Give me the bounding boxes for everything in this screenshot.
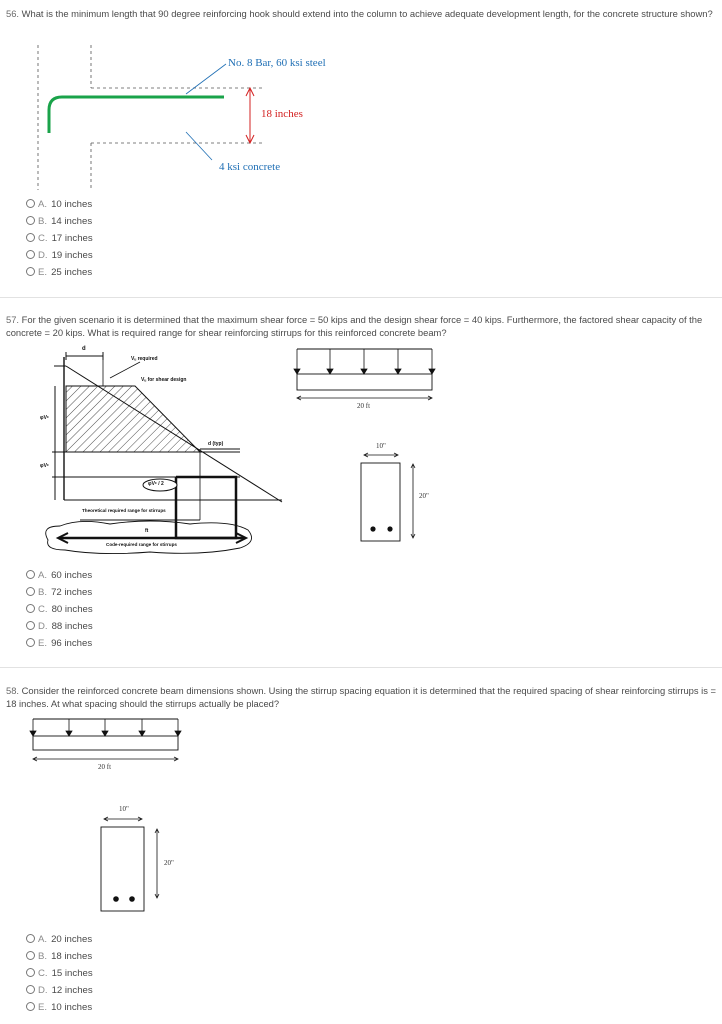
q56-option-b[interactable]: B. 14 inches <box>26 215 92 228</box>
depth-label: 20" <box>419 492 429 500</box>
radio-button[interactable] <box>26 1002 35 1011</box>
q58-option-a[interactable]: A. 20 inches <box>26 933 92 946</box>
phi-vc-half-label: φVᶜ / 2 <box>148 481 164 487</box>
question-prompt: What is the minimum length that 90 degree reinforcing hook should extend into the column to achieve adequate development length, for the concrete structure shown? <box>21 8 713 19</box>
concrete-label: 4 ksi concrete <box>219 161 281 173</box>
ft-label: ft <box>145 528 149 534</box>
question-prompt: Consider the reinforced concrete beam dimensions shown. Using the stirrup spacing equation it is determined that the required spacing of shear reinforcing stirrups is = 18 inches. At what spacing should the stirrups actually be placed? <box>6 685 717 709</box>
depth-label: 20" <box>164 859 174 867</box>
beam-body <box>33 736 178 750</box>
radio-button[interactable] <box>26 951 35 960</box>
vu-required-label: Vᵤ required <box>131 356 158 362</box>
vu-design-label: Vᵤ for shear design <box>141 377 187 383</box>
radio-button[interactable] <box>26 985 35 994</box>
q58-option-d[interactable]: D. 12 inches <box>26 984 93 997</box>
q57-option-d[interactable]: D. 88 inches <box>26 620 93 633</box>
bar-label: No. 8 Bar, 60 ksi steel <box>228 57 326 69</box>
rebar-2 <box>129 896 135 902</box>
phi-vc-label-2: φVᶜ <box>40 463 49 469</box>
q58-option-b[interactable]: B. 18 inches <box>26 950 92 963</box>
q57-option-b[interactable]: B. 72 inches <box>26 586 92 599</box>
radio-button[interactable] <box>26 934 35 943</box>
radio-button[interactable] <box>26 968 35 977</box>
q57-option-a[interactable]: A. 60 inches <box>26 569 92 582</box>
q56-option-e[interactable]: E. 25 inches <box>26 266 92 279</box>
load-arrows <box>30 719 181 736</box>
q57-option-c[interactable]: C. 80 inches <box>26 603 93 616</box>
rebar-1 <box>113 896 119 902</box>
q56-option-d[interactable]: D. 19 inches <box>26 249 93 262</box>
q56-option-c[interactable]: C. 17 inches <box>26 232 93 245</box>
q58-option-c[interactable]: C. 15 inches <box>26 967 93 980</box>
phi-vc-label: φVᶜ <box>40 415 49 421</box>
theoretical-range-label: Theoretical required range for stirrups <box>82 508 166 513</box>
width-label: 10" <box>376 442 386 450</box>
span-label: 20 ft <box>98 763 112 771</box>
q58-option-e[interactable]: E. 10 inches <box>26 1001 92 1014</box>
q56-option-a[interactable]: A. 10 inches <box>26 198 92 211</box>
question-number: 57. <box>6 314 20 325</box>
width-label: 10" <box>119 805 129 813</box>
question-number: 58. <box>6 685 20 696</box>
d-top-label: d <box>82 346 86 352</box>
cross-section <box>101 827 144 911</box>
question-prompt: For the given scenario it is determined that the maximum shear force = 50 kips and the design shear force = 40 kips. Furthermore, the factored shear capacity of the concrete = 20 kips. What is required range for shear reinforcing stirrups for this reinforced concrete beam? <box>6 314 703 338</box>
code-range-label: Code-required range for stirrups <box>106 542 177 547</box>
d-typ-label: d (typ) <box>208 441 224 447</box>
q57-option-e[interactable]: E. 96 inches <box>26 637 92 650</box>
dimension-label: 18 inches <box>261 108 303 120</box>
span-label: 20 ft <box>357 402 371 410</box>
question-number: 56. <box>6 8 20 19</box>
